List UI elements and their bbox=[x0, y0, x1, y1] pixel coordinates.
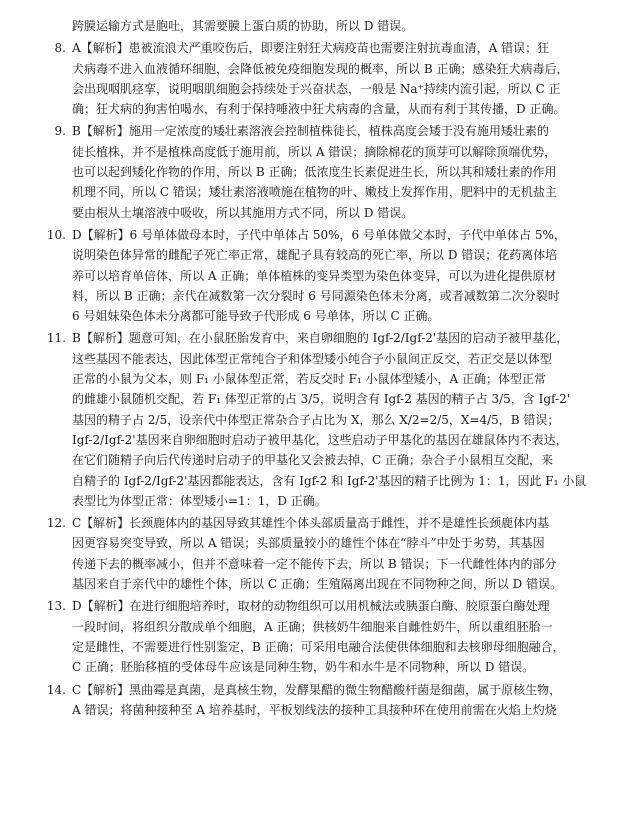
item-line: D【解析】6 号单体做母本时，子代中单体占 50%，6 号单体做父本时，子代中单体占 5%， bbox=[72, 227, 566, 242]
item-line: 传递下去的概率减小，但并不意味着一定不能传下去，所以 B 错误；下一代雌性体内的部分 bbox=[72, 556, 557, 571]
item-line: 说明染色体异常的雌配子死亡率正常，雄配子具有较高的死亡率，所以 D 错误；花药离体培 bbox=[72, 248, 558, 263]
item-line: 基因来自于亲代中的雄性个体，所以 C 正确；生殖隔离出现在不同物种之间，所以 D 错误。 bbox=[72, 577, 563, 592]
item-line: 在它们随精子向后代传递时启动子的甲基化又会被去掉，C 正确；杂合子小鼠相互交配，来 bbox=[72, 453, 553, 468]
answer-item bbox=[38, 121, 605, 222]
item-number: 9. bbox=[54, 124, 66, 139]
item-line: 机理不同，所以 C 错误；矮壮素溶液喷施在植物的叶、嫩枝上发挥作用，肥料中的无机盐主 bbox=[72, 185, 557, 200]
continued-text: 跨膜运输方式是胞吐，其需要膜上蛋白质的协助，所以 D 错误。 bbox=[72, 19, 414, 33]
answer-item bbox=[38, 328, 605, 511]
item-number: 13. bbox=[46, 599, 66, 614]
item-line: 因更容易突变导致，所以 A 错误；头部质量较小的雄性个体在“脖斗”中处于劣势，其基因 bbox=[72, 536, 545, 551]
item-line: 养可以培育单倍体，所以 A 正确；单体植株的变异类型为染色体变异，可以为进化提供原材 bbox=[72, 268, 557, 283]
item-number: 8. bbox=[54, 41, 66, 56]
item-line: C 正确；胚胎移植的受体母牛应该是同种生物，奶牛和水牛是不同物种，所以 D 错误。 bbox=[72, 660, 535, 675]
item-line: B【解析】题意可知，在小鼠胚胎发育中，来自卵细胞的 Igf-2/Igf-2'基因的启动子被甲基化， bbox=[72, 331, 569, 346]
item-line: 正常的小鼠为父本，则 F₁ 小鼠体型正常，若反交时 F₁ 小鼠体型矮小，A 正确；体型正常 bbox=[72, 372, 547, 387]
answer-item bbox=[38, 513, 605, 594]
item-line: 一段时间，将组织分散成单个细胞，A 正确；供核奶牛细胞来自雌性奶牛，所以重组胚胎一 bbox=[72, 619, 553, 634]
item-line: A 错误；将菌种接种至 A 培养基时，平板划线法的接种工具接种环在使用前需在火焰上灼烧 bbox=[72, 702, 557, 717]
item-line: 基因的精子占 2/5，设亲代中体型正常杂合子占比为 X，那么 X/2=2/5，X=4/5，B 错误； bbox=[72, 412, 560, 427]
item-number: 11. bbox=[46, 331, 66, 346]
item-line: C【解析】黑曲霉是真菌，是真核生物，发酵果醋的微生物醋酸杆菌是细菌，属于原核生物， bbox=[72, 682, 562, 697]
item-line: 犬病毒不进入血液循环细胞，会降低被免疫细胞发现的概率，所以 B 正确；感染狂犬病毒后， bbox=[72, 61, 569, 76]
item-line: 6 号姐妹染色体未分离都可能导致子代形成 6 号单体，所以 C 正确。 bbox=[72, 309, 440, 324]
item-line: 的雌雄小鼠随机交配，若 F₁ 体型正常的占 3/5，说明含有 Igf-2 基因的精子占 3/5，含 Igf-2' bbox=[72, 392, 571, 407]
item-line: 定是雌性，不需要进行性别鉴定，B 正确；可采用电融合法使供体细胞和去核卵母细胞融合， bbox=[72, 639, 565, 654]
item-line: 表型比为体型正常：体型矮小=1：1，D 正确。 bbox=[72, 493, 327, 508]
answer-item bbox=[38, 596, 605, 677]
item-line: 自精子的 Igf-2/Igf-2'基因都能表达，含有 Igf-2 和 Igf-2'基因的精子比例为 1：1，因此 F₁ 小鼠 bbox=[72, 473, 587, 488]
item-line: D【解析】在进行细胞培养时，取材的动物组织可以用机械法或胰蛋白酶、胶原蛋白酶处理 bbox=[72, 599, 550, 614]
item-line: A【解析】患被流浪犬严重咬伤后，即要注射狂犬病疫苗也需要注射抗毒血清，A 错误；狂 bbox=[72, 41, 550, 56]
item-line: 要由根从土壤溶液中吸收，所以其施用方式不同，所以 D 错误。 bbox=[72, 205, 414, 220]
item-line: 徒长植株，并不是植株高度低于施用前，所以 A 错误；摘除棉花的顶芽可以解除顶端优势， bbox=[72, 144, 557, 159]
item-line: C【解析】长颈鹿体内的基因导致其雄性个体头部质量高于雌性，并不是雄性长颈鹿体内基 bbox=[72, 516, 550, 531]
item-number: 12. bbox=[46, 516, 66, 531]
item-line: 确；狂犬病的狗害怕喝水，有利于保持唾液中狂犬病毒的含量，从而有利于其传播，D 正确。 bbox=[72, 102, 566, 117]
item-line: 也可以起到矮化作物的作用，所以 B 正确；低浓度生长素促进生长，所以其和矮壮素的作用 bbox=[72, 165, 557, 180]
item-line: Igf-2/Igf-2'基因来自卵细胞时启动子被甲基化，这些启动子甲基化的基因在雄鼠体内不表达， bbox=[72, 432, 568, 447]
item-number: 14. bbox=[46, 682, 66, 697]
item-line: 这些基因不能表达，因此体型正常纯合子和体型矮小纯合子小鼠间正反交，若正交是以体型 bbox=[72, 351, 553, 366]
answer-item bbox=[38, 225, 605, 326]
item-line: B【解析】施用一定浓度的矮壮素溶液会控制植株徒长，植株高度会矮于没有施用矮壮素的 bbox=[72, 124, 549, 139]
answer-item bbox=[38, 38, 605, 119]
item-number: 10. bbox=[46, 227, 66, 242]
item-line: 会出现咽肌痉挛，说明咽肌细胞会持续处于兴奋状态，一般是 Na⁺持续内流引起，所以 C 正 bbox=[72, 81, 561, 96]
answer-item bbox=[38, 680, 605, 721]
item-line: 料，所以 B 正确；亲代在减数第一次分裂时 6 号同源染色体未分离，或者减数第二次分裂时 bbox=[72, 288, 560, 303]
